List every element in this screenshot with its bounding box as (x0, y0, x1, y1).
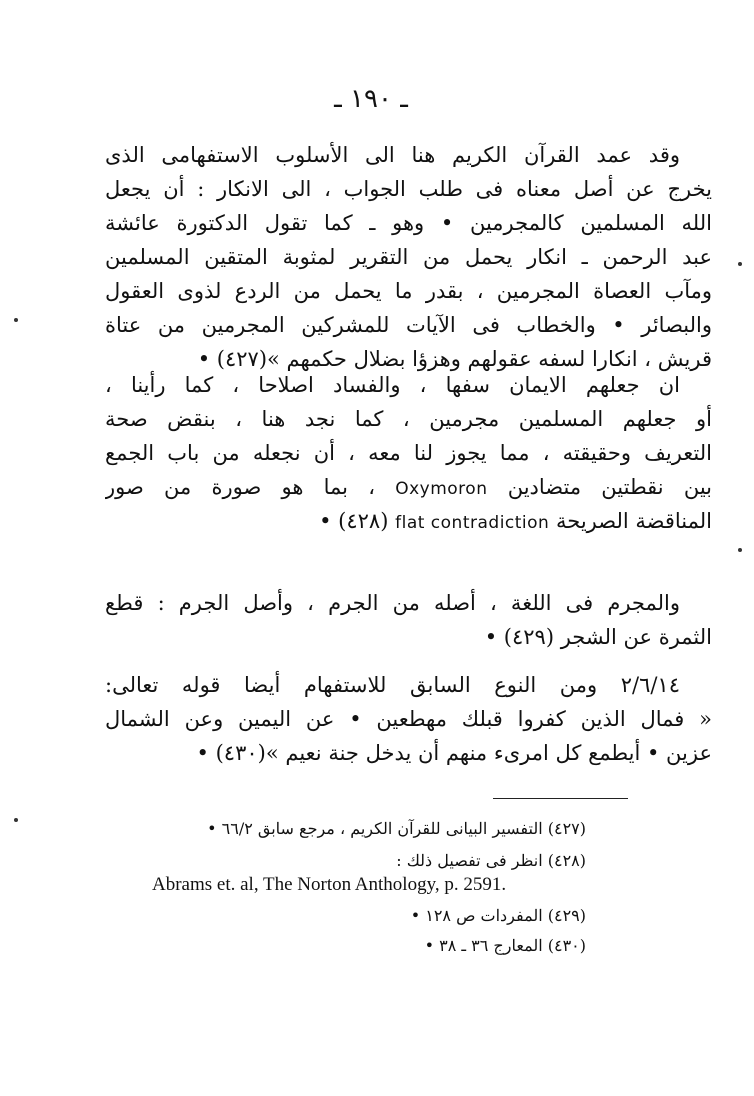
footnote-428: (٤٢٨) انظر فى تفصيل ذلك : (396, 851, 586, 870)
text-line-with-latin (105, 470, 712, 504)
footnote-427: (٤٢٧) التفسير البيانى للقرآن الكريم ، مرجع سابق ٦٦/٢ • (207, 819, 586, 838)
footnote-divider (493, 798, 628, 799)
text-segment: ، بما هو صورة من صور (105, 475, 375, 499)
latin-term: Oxymoron (395, 479, 488, 499)
footnote-429: (٤٢٩) المفردات ص ١٢٨ • (410, 906, 586, 925)
paragraph-4 (105, 668, 712, 770)
text-line: والمجرم فى اللغة ، أصله من الجرم ، وأصل الجرم : قطع (105, 591, 680, 615)
scan-speck (738, 548, 742, 552)
scan-speck (738, 262, 742, 266)
text-segment: المناقضة الصريحة (556, 509, 712, 533)
scan-speck (14, 818, 18, 822)
paragraph-2 (105, 368, 712, 538)
scan-speck (14, 318, 18, 322)
text-line: يخرج عن أصل معناه فى طلب الجواب ، الى الانكار : أن يجعل (105, 177, 712, 201)
text-segment: (٤٢٨) • (319, 509, 389, 533)
paragraph-3 (105, 586, 712, 654)
text-line: عزين • أيطمع كل امرىء منهم أن يدخل جنة نعيم »(٤٣٠) • (196, 741, 712, 765)
text-line: ٢/٦/١٤ ومن النوع السابق للاستفهام أيضا قوله تعالى: (105, 673, 680, 697)
page-number: ـ ١٩٠ ـ (334, 84, 408, 114)
text-line: ان جعلهم الايمان سفها ، والفساد اصلاحا ، كما رأينا ، (105, 373, 680, 397)
footnote-430: (٤٣٠) المعارج ٣٦ ـ ٣٨ • (424, 936, 586, 955)
text-line-with-latin (105, 504, 712, 538)
latin-term: flat contradiction (395, 513, 550, 533)
text-line: أو جعلهم المسلمين مجرمين ، كما نجد هنا ، بنقض صحة (105, 407, 712, 431)
text-line: والبصائر • والخطاب فى الآيات للمشركين المجرمين من عتاة (105, 313, 712, 337)
text-line: عبد الرحمن ـ انكار يحمل من التقرير لمثوبة المتقين المسلمين (105, 245, 712, 269)
text-line: ومآب العصاة المجرمين ، بقدر ما يحمل من الردع لذوى العقول (105, 279, 712, 303)
text-line: وقد عمد القرآن الكريم هنا الى الأسلوب الاستفهامى الذى (105, 143, 680, 167)
footnote-428-reference: Abrams et. al, The Norton Anthology, p. 2591. (152, 874, 507, 895)
text-segment: بين نقطتين متضادين (507, 475, 712, 499)
text-line: الله المسلمين كالمجرمين • وهو ـ كما تقول الدكتورة عائشة (105, 211, 712, 235)
text-line: « فمال الذين كفروا قبلك مهطعين • عن اليمين وعن الشمال (105, 707, 712, 731)
text-line: الثمرة عن الشجر (٤٢٩) • (484, 625, 712, 649)
paragraph-1 (105, 138, 712, 376)
text-line: قريش ، انكارا لسفه عقولهم وهزؤا بضلال حكمهم »(٤٢٧) • (197, 347, 712, 371)
text-line: التعريف وحقيقته ، مما يجوز لنا معه ، أن نجعله من باب الجمع (105, 441, 712, 465)
